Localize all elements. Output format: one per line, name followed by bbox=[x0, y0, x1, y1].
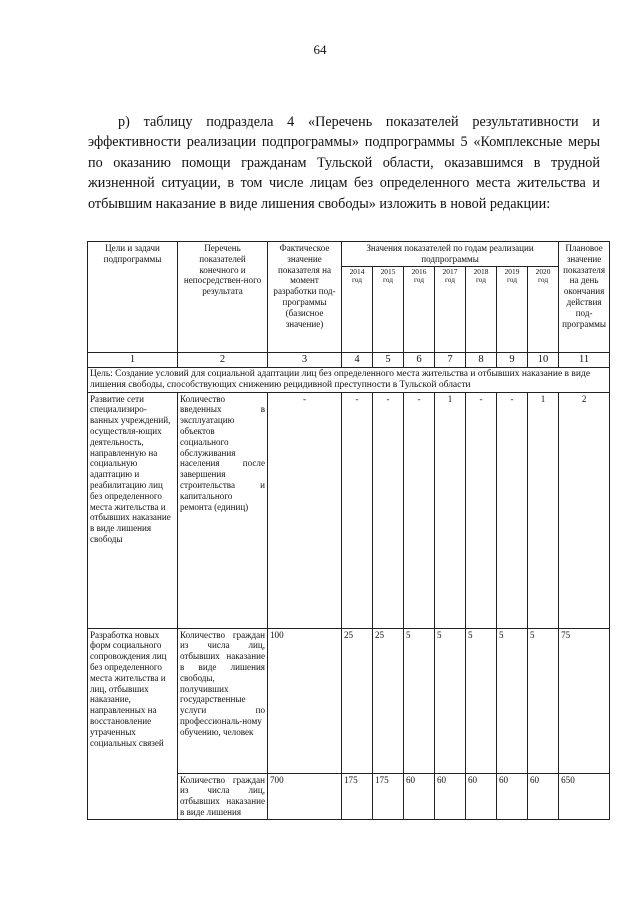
column-number: 3 bbox=[268, 352, 342, 367]
indicator-cell: Количество граждан из числа лиц, отбывших наказание в виде лишения свободы, получивших государственные услуги по профессиональ-ному обучению, человек bbox=[178, 628, 268, 773]
header-year bbox=[466, 266, 497, 352]
intro-line: эффективности реализации подпрограммы» подпрограммы 5 «Комплексные bbox=[88, 134, 563, 151]
header-years-group: Значения показателей по годам реализации подпрограммы bbox=[342, 242, 559, 267]
year-value-cell: 25 bbox=[373, 628, 404, 773]
year-label: 2020 bbox=[535, 266, 551, 276]
header-year bbox=[342, 266, 373, 352]
year-suffix: год bbox=[413, 275, 425, 285]
base-value-cell: - bbox=[268, 392, 342, 628]
year-value-cell: - bbox=[404, 392, 435, 628]
year-value-cell: - bbox=[497, 392, 528, 628]
planned-value-cell: 650 bbox=[559, 773, 610, 819]
header-year bbox=[435, 266, 466, 352]
intro-line: меры по оказанию помощи гражданам Тульской области, оказавшимся в bbox=[88, 134, 600, 171]
year-value-cell: - bbox=[466, 392, 497, 628]
year-value-cell: - bbox=[342, 392, 373, 628]
planned-value-cell: 2 bbox=[559, 392, 610, 628]
intro-line: новой редакции: bbox=[450, 195, 551, 212]
year-value-cell: - bbox=[373, 392, 404, 628]
year-value-cell: 175 bbox=[342, 773, 373, 819]
column-number: 9 bbox=[497, 352, 528, 367]
year-value-cell: 60 bbox=[466, 773, 497, 819]
year-value-cell: 175 bbox=[373, 773, 404, 819]
column-number: 7 bbox=[435, 352, 466, 367]
year-value-cell: 60 bbox=[528, 773, 559, 819]
task-cell: Развитие сети специализиро-ванных учреждений, осуществля-ющих деятельность, направленную на социальную адаптацию и реабилитацию лиц без определенного места жительства и отбывших наказание в виде лишения свободы bbox=[88, 392, 178, 628]
year-value-cell: 60 bbox=[435, 773, 466, 819]
intro-line: жительства и отбывшим наказание в виде лишения свободы» изложить в bbox=[88, 175, 601, 212]
year-suffix: год bbox=[506, 275, 518, 285]
year-value-cell: 5 bbox=[404, 628, 435, 773]
year-label: 2017 bbox=[442, 266, 458, 276]
year-label: 2014 bbox=[349, 266, 365, 276]
table-row bbox=[88, 628, 610, 773]
year-value-cell: 5 bbox=[466, 628, 497, 773]
indicators-table bbox=[87, 241, 610, 820]
year-value-cell: 5 bbox=[528, 628, 559, 773]
table-row bbox=[88, 392, 610, 628]
column-number: 2 bbox=[178, 352, 268, 367]
year-label: 2018 bbox=[473, 266, 489, 276]
header-goals-tasks: Цели и задачи подпрограммы bbox=[88, 242, 178, 353]
column-number: 4 bbox=[342, 352, 373, 367]
header-year bbox=[404, 266, 435, 352]
header-indicators-list: Перечень показателей конечного и непосредствен-ного результата bbox=[178, 242, 268, 353]
base-value-cell: 700 bbox=[268, 773, 342, 819]
goal-row: Цель: Создание условий для социальной адаптации лиц без определенного места жительства и отбывших наказание в виде лишения свободы, способствующих снижению рецидивной преступности в Тульской области bbox=[88, 367, 610, 392]
year-label: 2016 bbox=[411, 266, 427, 276]
year-value-cell: 60 bbox=[404, 773, 435, 819]
planned-value-cell: 75 bbox=[559, 628, 610, 773]
page-number: 64 bbox=[313, 42, 327, 57]
base-value-cell: 100 bbox=[268, 628, 342, 773]
year-suffix: год bbox=[382, 275, 394, 285]
column-number: 6 bbox=[404, 352, 435, 367]
year-suffix: год bbox=[475, 275, 487, 285]
header-base-value: Фактическое значение показателя на момент разработки под-программы (базисное значение) bbox=[268, 242, 342, 353]
column-number: 10 bbox=[528, 352, 559, 367]
year-value-cell: 25 bbox=[342, 628, 373, 773]
indicator-cell: Количество граждан из числа лиц, отбывших наказание в виде лишения bbox=[178, 773, 268, 819]
year-suffix: год bbox=[444, 275, 456, 285]
column-number: 11 bbox=[559, 352, 610, 367]
year-value-cell: 1 bbox=[528, 392, 559, 628]
task-cell: Разработка новых форм социального сопровождения лиц без определенного места жительства и лиц, отбывших наказание, направленных на восстановление утраченных социальных связей bbox=[88, 628, 178, 819]
year-suffix: год bbox=[351, 275, 363, 285]
year-value-cell: 60 bbox=[497, 773, 528, 819]
year-suffix: год bbox=[538, 275, 549, 285]
intro-line: р) таблицу подраздела 4 «Перечень показателей результативности и bbox=[118, 114, 600, 130]
intro-line: трудной жизненной ситуации, в том числе лицам без определенного места bbox=[88, 154, 600, 192]
year-value-cell: 5 bbox=[497, 628, 528, 773]
column-number: 8 bbox=[466, 352, 497, 367]
year-label: 2015 bbox=[380, 266, 396, 276]
header-year bbox=[373, 266, 404, 352]
header-year bbox=[497, 266, 528, 352]
column-number-row bbox=[88, 352, 610, 367]
column-number: 5 bbox=[373, 352, 404, 367]
column-number: 1 bbox=[88, 352, 178, 367]
indicator-cell: Количество введенных в эксплуатацию объектов социального обслуживания населения после завершения строительства и капитального ремонта (единиц) bbox=[178, 392, 268, 628]
year-label: 2019 bbox=[504, 266, 520, 276]
year-value-cell: 5 bbox=[435, 628, 466, 773]
header-planned-value: Плановое значение показателя на день окончания действия под-программы bbox=[559, 242, 610, 353]
year-value-cell: 1 bbox=[435, 392, 466, 628]
intro-paragraph bbox=[88, 112, 600, 214]
header-year bbox=[528, 266, 559, 352]
